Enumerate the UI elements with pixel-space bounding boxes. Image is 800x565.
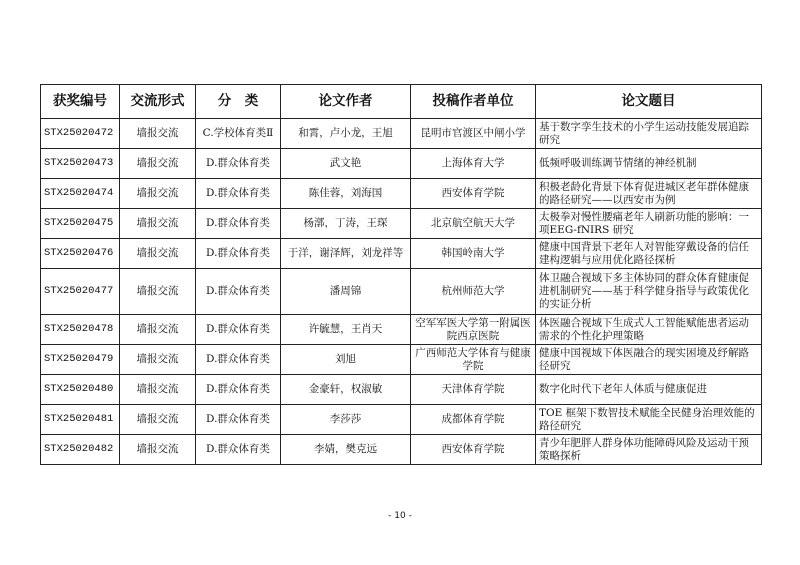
cell-format: 墙报交流 bbox=[120, 345, 196, 375]
cell-title: 数字化时代下老年人体质与健康促进 bbox=[536, 375, 762, 405]
cell-category: D.群众体育类 bbox=[196, 149, 281, 179]
cell-category: D.群众体育类 bbox=[196, 405, 281, 435]
cell-title: TOE 框架下数智技术赋能全民健身治理效能的路径研究 bbox=[536, 405, 762, 435]
header-authors: 论文作者 bbox=[281, 85, 411, 119]
header-category: 分 类 bbox=[196, 85, 281, 119]
cell-authors: 李莎莎 bbox=[281, 405, 411, 435]
cell-category: D.群众体育类 bbox=[196, 179, 281, 209]
table-row bbox=[41, 209, 762, 239]
cell-unit: 西安体育学院 bbox=[411, 179, 536, 209]
table-row bbox=[41, 345, 762, 375]
cell-category: D.群众体育类 bbox=[196, 435, 281, 465]
cell-category: D.群众体育类 bbox=[196, 209, 281, 239]
cell-authors: 李婧，樊克远 bbox=[281, 435, 411, 465]
cell-award-id: STX25020480 bbox=[41, 375, 120, 405]
table-header-row bbox=[41, 85, 762, 119]
table-row bbox=[41, 179, 762, 209]
cell-format: 墙报交流 bbox=[120, 269, 196, 315]
cell-authors: 于洋，谢泽辉，刘龙祥等 bbox=[281, 239, 411, 269]
table-row bbox=[41, 435, 762, 465]
cell-award-id: STX25020474 bbox=[41, 179, 120, 209]
cell-award-id: STX25020472 bbox=[41, 119, 120, 149]
cell-format: 墙报交流 bbox=[120, 119, 196, 149]
cell-authors: 许毓慧，王肖天 bbox=[281, 315, 411, 345]
cell-format: 墙报交流 bbox=[120, 435, 196, 465]
cell-award-id: STX25020479 bbox=[41, 345, 120, 375]
table-row bbox=[41, 269, 762, 315]
cell-title: 体卫融合视域下多主体协同的群众体育健康促进机制研究——基于科学健身指导与政策优化的实证分析 bbox=[536, 269, 762, 315]
cell-unit: 空军军医大学第一附属医院西京医院 bbox=[411, 315, 536, 345]
awards-table bbox=[40, 84, 762, 465]
cell-category: C.学校体育类Ⅱ bbox=[196, 119, 281, 149]
cell-format: 墙报交流 bbox=[120, 149, 196, 179]
cell-category: D.群众体育类 bbox=[196, 345, 281, 375]
cell-unit: 西安体育学院 bbox=[411, 435, 536, 465]
cell-unit: 北京航空航天大学 bbox=[411, 209, 536, 239]
table-row bbox=[41, 375, 762, 405]
cell-unit: 成都体育学院 bbox=[411, 405, 536, 435]
page-number: - 10 - bbox=[388, 511, 412, 521]
cell-title: 青少年肥胖人群身体功能障碍风险及运动干预策略探析 bbox=[536, 435, 762, 465]
header-unit: 投稿作者单位 bbox=[411, 85, 536, 119]
cell-award-id: STX25020473 bbox=[41, 149, 120, 179]
cell-format: 墙报交流 bbox=[120, 405, 196, 435]
cell-format: 墙报交流 bbox=[120, 315, 196, 345]
cell-title: 低频呼吸训练调节情绪的神经机制 bbox=[536, 149, 762, 179]
table-row bbox=[41, 405, 762, 435]
cell-authors: 陈佳蓉，刘海国 bbox=[281, 179, 411, 209]
cell-award-id: STX25020477 bbox=[41, 269, 120, 315]
header-title: 论文题目 bbox=[536, 85, 762, 119]
cell-title: 体医融合视域下生成式人工智能赋能患者运动需求的个性化护理策略 bbox=[536, 315, 762, 345]
cell-authors: 杨漷，丁涛，王琛 bbox=[281, 209, 411, 239]
cell-authors: 潘周锦 bbox=[281, 269, 411, 315]
table-row bbox=[41, 119, 762, 149]
cell-unit: 天津体育学院 bbox=[411, 375, 536, 405]
cell-authors: 刘旭 bbox=[281, 345, 411, 375]
cell-category: D.群众体育类 bbox=[196, 315, 281, 345]
cell-format: 墙报交流 bbox=[120, 179, 196, 209]
cell-title: 健康中国视域下体医融合的现实困境及纾解路径研究 bbox=[536, 345, 762, 375]
header-format: 交流形式 bbox=[120, 85, 196, 119]
cell-category: D.群众体育类 bbox=[196, 269, 281, 315]
cell-unit: 广西师范大学体育与健康学院 bbox=[411, 345, 536, 375]
cell-authors: 金豪轩，权淑敏 bbox=[281, 375, 411, 405]
table-row bbox=[41, 315, 762, 345]
cell-format: 墙报交流 bbox=[120, 209, 196, 239]
table-row bbox=[41, 239, 762, 269]
cell-unit: 韩国岭南大学 bbox=[411, 239, 536, 269]
cell-award-id: STX25020478 bbox=[41, 315, 120, 345]
cell-award-id: STX25020481 bbox=[41, 405, 120, 435]
cell-format: 墙报交流 bbox=[120, 375, 196, 405]
cell-format: 墙报交流 bbox=[120, 239, 196, 269]
cell-title: 太极拳对慢性腰痛老年人刷新功能的影响：一项EEG-fNIRS 研究 bbox=[536, 209, 762, 239]
cell-award-id: STX25020475 bbox=[41, 209, 120, 239]
cell-title: 基于数字孪生技术的小学生运动技能发展追踪研究 bbox=[536, 119, 762, 149]
cell-title: 健康中国背景下老年人对智能穿戴设备的信任建构逻辑与应用优化路径探析 bbox=[536, 239, 762, 269]
cell-authors: 武文艳 bbox=[281, 149, 411, 179]
table-row bbox=[41, 149, 762, 179]
cell-authors: 和霄，卢小龙，王旭 bbox=[281, 119, 411, 149]
cell-award-id: STX25020476 bbox=[41, 239, 120, 269]
cell-unit: 昆明市官渡区中闸小学 bbox=[411, 119, 536, 149]
cell-award-id: STX25020482 bbox=[41, 435, 120, 465]
cell-category: D.群众体育类 bbox=[196, 239, 281, 269]
cell-title: 积极老龄化背景下体育促进城区老年群体健康的路径研究——以西安市为例 bbox=[536, 179, 762, 209]
cell-category: D.群众体育类 bbox=[196, 375, 281, 405]
header-award-id: 获奖编号 bbox=[41, 85, 120, 119]
cell-unit: 杭州师范大学 bbox=[411, 269, 536, 315]
cell-unit: 上海体育大学 bbox=[411, 149, 536, 179]
